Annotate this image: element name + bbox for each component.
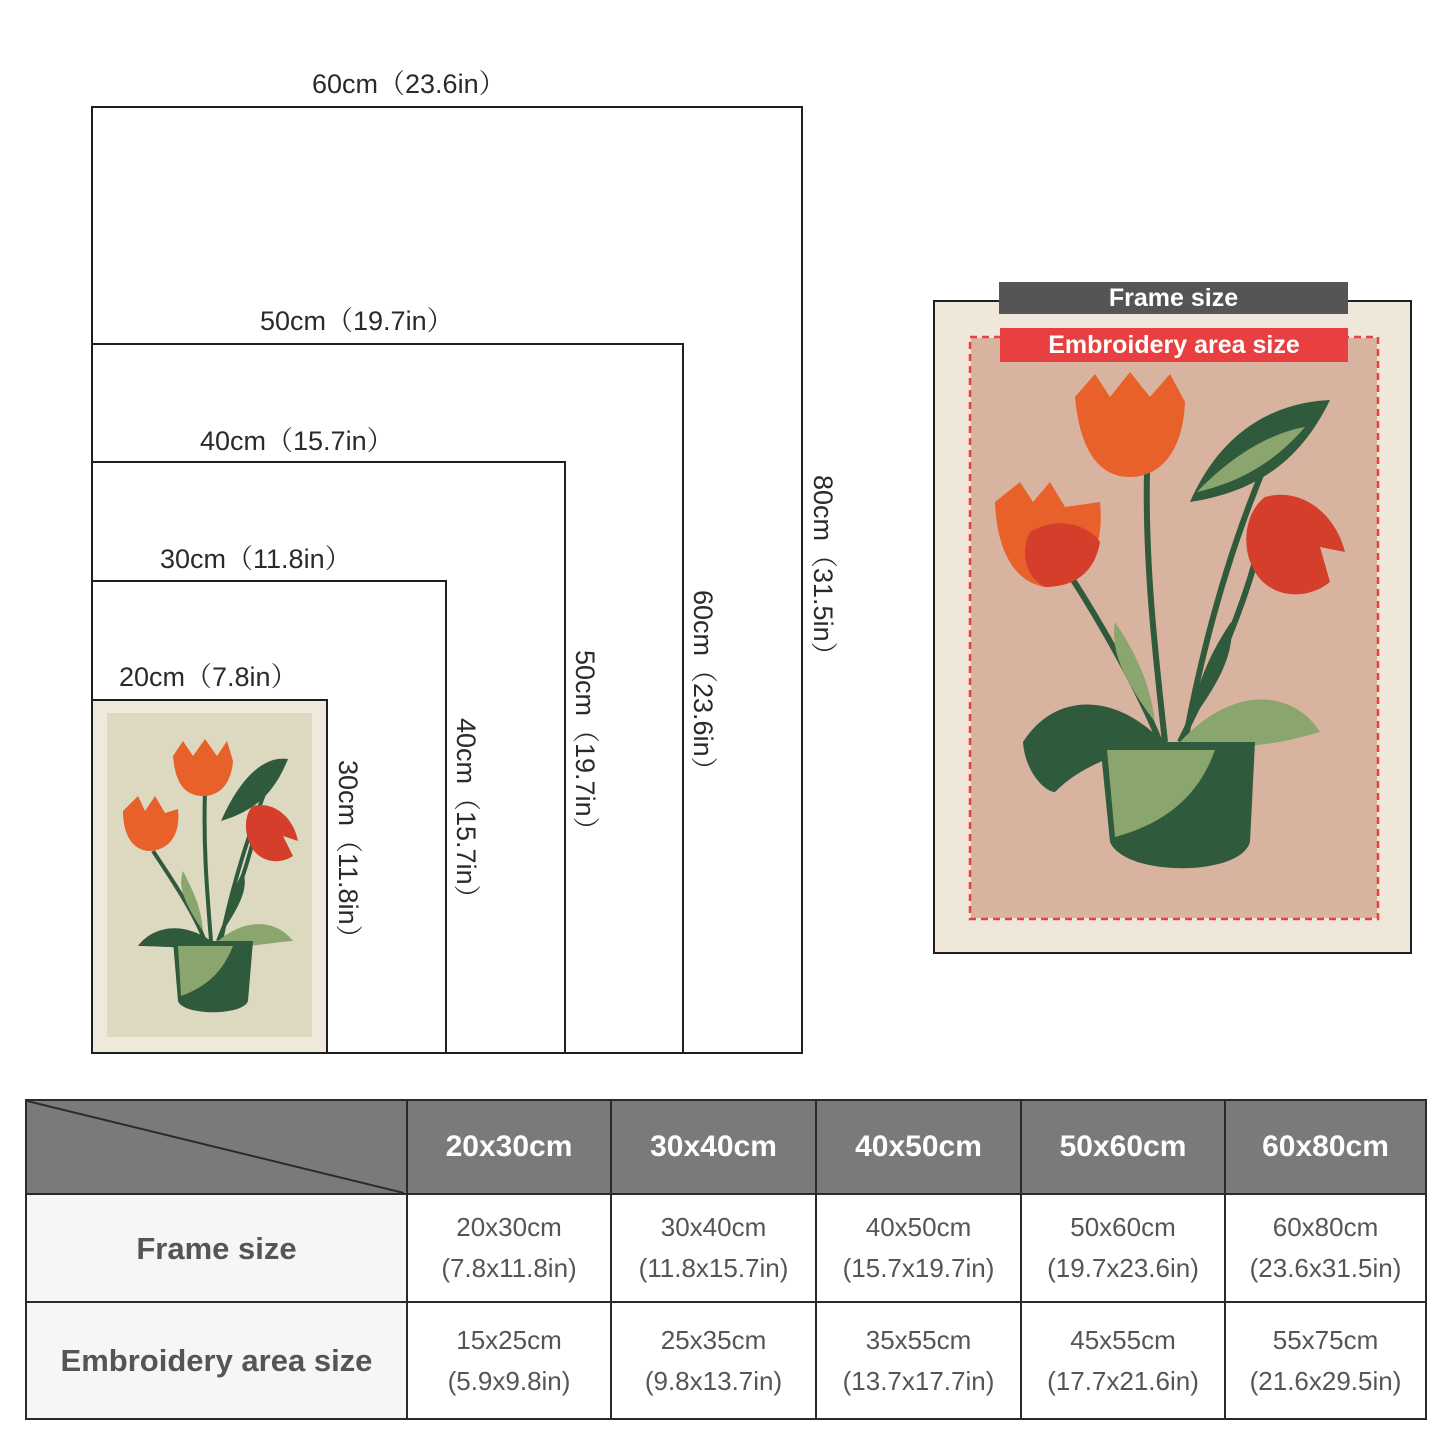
embroidery-area-tag: Embroidery area size (1000, 328, 1348, 362)
frame-size-tag: Frame size (999, 282, 1348, 314)
cell-in: (13.7x17.7in) (842, 1365, 995, 1396)
cell-in: (21.6x29.5in) (1249, 1365, 1402, 1396)
row-label-embroidery-area: Embroidery area size (26, 1302, 407, 1419)
cell-in: (7.8x11.8in) (441, 1253, 577, 1283)
col-header-40x50: 40x50cm (816, 1100, 1021, 1194)
table-row-frame-size (26, 1194, 1426, 1302)
cell-cm: 30x40cm (660, 1212, 767, 1242)
cell-cm: 50x60cm (1070, 1212, 1176, 1242)
table-cell (611, 1302, 816, 1419)
table-header-row (26, 1100, 1426, 1194)
height-label-30cm: 30cm（11.8in） (333, 760, 363, 952)
table-cell (407, 1194, 611, 1302)
small-artwork-20x30 (91, 699, 328, 1054)
table-cell (816, 1302, 1021, 1419)
width-label-60cm: 60cm（23.6in） (312, 69, 506, 99)
table-cell (1021, 1302, 1225, 1419)
cell-cm: 15x25cm (456, 1324, 562, 1355)
corner-diagonal (27, 1101, 404, 1193)
table-cell (1021, 1194, 1225, 1302)
cell-cm: 25x35cm (660, 1324, 767, 1355)
size-spec-table (25, 1099, 1427, 1420)
col-header-50x60: 50x60cm (1021, 1100, 1225, 1194)
height-label-60cm: 60cm（23.6in） (688, 590, 718, 784)
col-header-20x30: 20x30cm (407, 1100, 611, 1194)
width-label-30cm: 30cm（11.8in） (160, 544, 352, 574)
table-cell (1225, 1302, 1426, 1419)
cell-cm: 35x55cm (865, 1324, 972, 1355)
cell-cm: 60x80cm (1272, 1212, 1379, 1242)
cell-in: (5.9x9.8in) (447, 1365, 571, 1396)
height-label-80cm: 80cm（31.5in） (808, 475, 838, 669)
height-label-40cm: 40cm（15.7in） (451, 718, 481, 912)
width-label-40cm: 40cm（15.7in） (200, 426, 394, 456)
height-label-50cm: 50cm（19.7in） (570, 650, 600, 844)
cell-cm: 55x75cm (1272, 1324, 1379, 1355)
small-tulip-illustration (93, 701, 326, 1052)
row-label-frame-size: Frame size (26, 1194, 407, 1302)
cell-in: (11.8x15.7in) (638, 1253, 789, 1283)
col-header-60x80: 60x80cm (1225, 1100, 1426, 1194)
table-cell (407, 1302, 611, 1419)
cell-in: (19.7x23.6in) (1047, 1253, 1199, 1283)
width-label-50cm: 50cm（19.7in） (260, 306, 454, 336)
table-cell (1225, 1194, 1426, 1302)
table-cell (611, 1194, 816, 1302)
table-corner-cell (26, 1100, 407, 1194)
cell-cm: 40x50cm (865, 1212, 972, 1242)
cell-in: (9.8x13.7in) (644, 1365, 783, 1396)
cell-cm: 45x55cm (1070, 1324, 1176, 1355)
large-artwork (933, 300, 1412, 954)
large-tulip-illustration (935, 302, 1410, 952)
table-cell (816, 1194, 1021, 1302)
cell-in: (17.7x21.6in) (1047, 1365, 1199, 1396)
cell-in: (23.6x31.5in) (1249, 1253, 1402, 1283)
table-row-embroidery-area (26, 1302, 1426, 1419)
col-header-30x40: 30x40cm (611, 1100, 816, 1194)
cell-cm: 20x30cm (456, 1212, 562, 1242)
cell-in: (15.7x19.7in) (842, 1253, 995, 1283)
width-label-20cm: 20cm（7.8in） (119, 662, 298, 692)
